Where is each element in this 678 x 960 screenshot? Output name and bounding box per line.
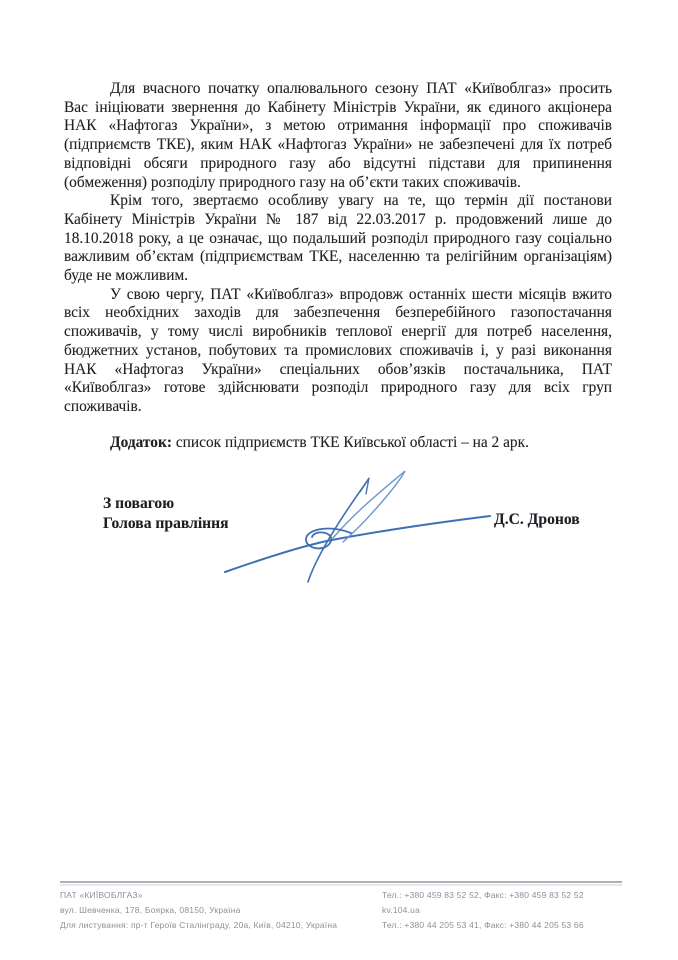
- attachment-text: список підприємств ТКЕ Київської області – на 2 арк.: [175, 433, 529, 451]
- attachment-label: Додаток:: [110, 433, 172, 451]
- letter-body: [64, 80, 612, 452]
- paragraph-resolution-deadline: Крім того, звертаємо особливу увагу на те, що термін дії постанови Кабінету Міністрів України № 187 від 22.03.2017 р. продовжений лише до 18.10.2018 року, а це означає, що подальший розподіл природного газу соціально важливим об’єктам (підприємствам ТКЕ, населенню та релігійним організаціям) буде не можливим.: [64, 192, 612, 285]
- footer-divider: [60, 881, 622, 883]
- footer-phone-fax-2: Тел.: +380 44 205 53 41, Факс: +380 44 205 53 66: [382, 920, 584, 930]
- signature-barb-stroke: [360, 478, 369, 494]
- paragraph-request: Для вчасного початку опалювального сезону ПАТ «Київоблгаз» просить Вас ініціювати звернення до Кабінету Міністрів України, як єдиного акціонера НАК «Нафтогаз України», з метою отримання інформації про споживачів (підприємств ТКЕ), яким НАК «Нафтогаз України» не забезпечені для їх потреб відповідні обсяги природного газу або відсутні підстави для припинення (обмеження) розподілу природного газу на об’єкти таких споживачів.: [64, 80, 612, 191]
- signature-long-stroke: [225, 516, 490, 572]
- footer-postal-address: Для листування: пр-т Героїв Сталінграду, 20а, Київ, 04210, Україна: [60, 920, 338, 930]
- signature-steep-stroke: [308, 480, 368, 582]
- handwritten-signature: [205, 448, 505, 593]
- signer-name: Д.С. Дронов: [494, 511, 580, 528]
- paragraph-measures-taken: У свою чергу, ПАТ «Київоблгаз» впродовж останніх шести місяців вжито всіх необхідних заходів для забезпечення безперебійного газопостачання споживачів, у тому числі виробників теплової енергії для потреб населення, бюджетних установ, побутових та промислових споживачів і, у разі виконання НАК «Нафтогаз України» спеціальних обов’язків постачальника, ПАТ «Київоблгаз» готове здійснювати розподіл природного газу для всіх груп споживачів.: [64, 285, 612, 415]
- closing-phrase: З повагою: [103, 495, 175, 512]
- footer-website: kv.104.ua: [382, 905, 421, 915]
- footer-contact-column: [382, 888, 622, 933]
- signer-title: Голова правління: [103, 514, 229, 532]
- footer-company-name: ПАТ «КИЇВОБЛГАЗ»: [60, 890, 143, 900]
- footer-phone-fax-1: Тел.: +380 459 83 52 52, Факс: +380 459 83 52 52: [382, 890, 584, 900]
- footer-street-address: вул. Шевченка, 178, Боярка, 08150, Україна: [60, 905, 241, 915]
- footer-address-column: [60, 888, 382, 933]
- letterhead-footer: [60, 881, 622, 933]
